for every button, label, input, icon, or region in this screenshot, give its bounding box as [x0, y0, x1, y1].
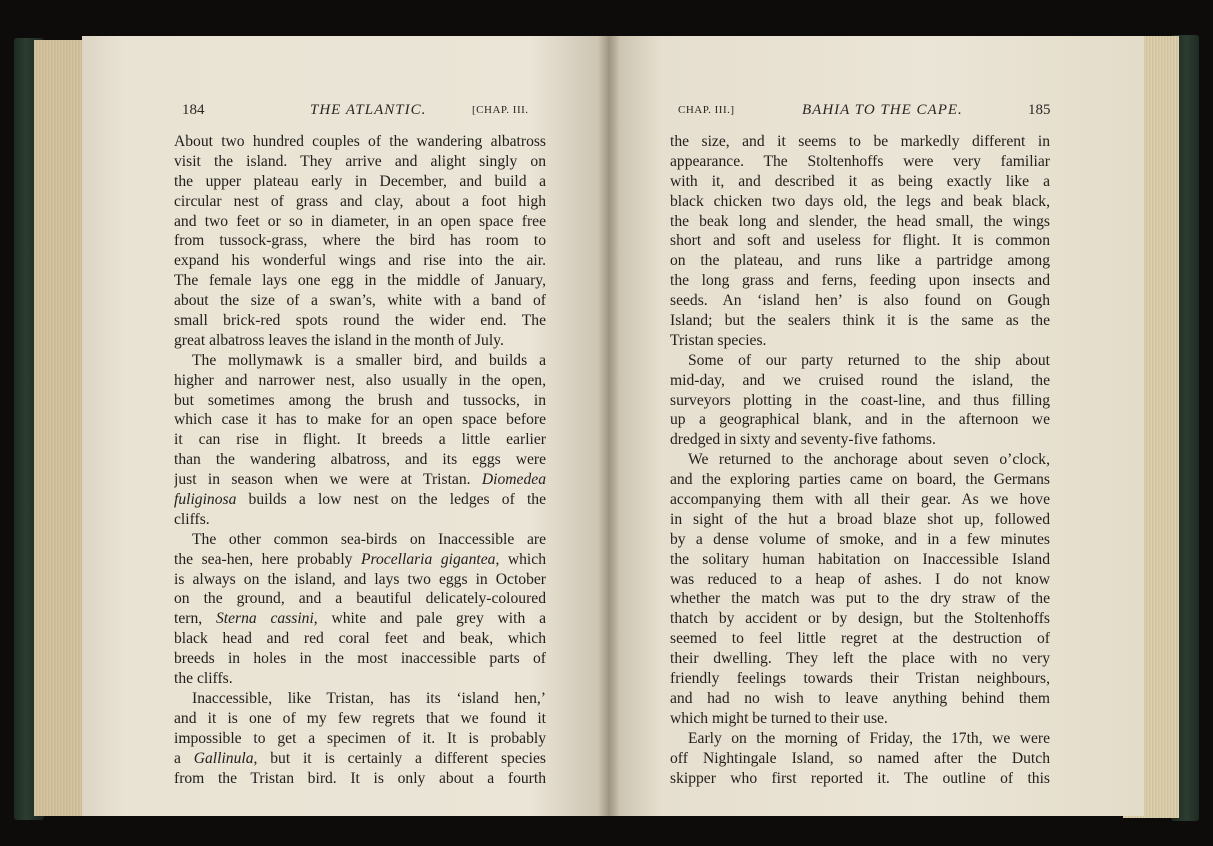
right-running-title: BAHIA TO THE CAPE.: [802, 102, 963, 118]
text-line: [670, 172, 1050, 192]
left-chapter-marker: [CHAP. III.: [472, 104, 529, 116]
line-text: and the exploring parties came on board, the Germans: [670, 471, 1050, 489]
line-text: The mollymawk is a smaller bird, and builds a: [192, 351, 546, 369]
text-line: [174, 172, 546, 192]
line-text: with it, and described it as being exactly like a: [670, 172, 1050, 190]
text-line: [174, 749, 546, 769]
text-line: [670, 629, 1050, 649]
line-text: dredged in sixty and seventy-five fathoms.: [670, 431, 936, 449]
left-page-header: [182, 102, 542, 128]
line-text: which case it has to make for an open space before: [174, 411, 546, 429]
text-line: [174, 132, 546, 152]
line-text: About two hundred couples of the wandering albatross: [174, 133, 546, 150]
line-text: builds a low nest on the ledges of the: [236, 491, 546, 509]
text-line: [174, 689, 546, 709]
text-line: [174, 570, 546, 590]
text-line: [174, 470, 546, 490]
text-line: [174, 251, 546, 271]
line-text: the size, and it seems to be markedly different in: [670, 133, 1050, 150]
text-line: [174, 769, 546, 789]
text-line: [174, 331, 546, 351]
line-text: short and soft and useless for flight. It is common: [670, 232, 1050, 250]
text-line: [670, 251, 1050, 271]
text-line: [174, 351, 546, 371]
line-text: seeds. An ‘island hen’ is also found on Gough: [670, 292, 1050, 310]
text-line: [670, 490, 1050, 510]
line-text: The female lays one egg in the middle of January,: [174, 272, 546, 290]
book-gutter: [598, 36, 620, 816]
italic-text: Diomedea: [481, 471, 546, 489]
text-line: [174, 231, 546, 251]
text-line: [670, 410, 1050, 430]
italic-text: Procellaria gigantea: [361, 550, 496, 568]
line-text: but sometimes among the brush and tussocks, in: [174, 391, 546, 409]
line-text: whether the match was put to the dry straw of the: [670, 590, 1050, 608]
left-running-title: THE ATLANTIC.: [310, 102, 427, 118]
line-text: impossible to get a specimen of it. It is probably: [174, 729, 546, 747]
text-line: [670, 311, 1050, 331]
line-text: the upper plateau early in December, and build a: [174, 172, 546, 190]
text-line: [670, 570, 1050, 590]
line-text: circular nest of grass and clay, about a foot high: [174, 192, 546, 210]
text-line: [670, 212, 1050, 232]
text-line: [670, 530, 1050, 550]
text-line: [174, 649, 546, 669]
line-text: , white and pale grey with a: [313, 610, 546, 628]
text-line: [670, 550, 1050, 570]
line-text: Inaccessible, like Tristan, has its ‘island hen,’: [192, 689, 546, 707]
line-text: tern,: [174, 610, 216, 628]
line-text: breeds in holes in the most inaccessible parts of: [174, 650, 546, 668]
text-line: [670, 371, 1050, 391]
text-line: [174, 629, 546, 649]
text-line: [174, 510, 546, 530]
text-line: [670, 152, 1050, 172]
line-text: Some of our party returned to the ship about: [688, 351, 1050, 369]
text-line: [174, 371, 546, 391]
text-line: [670, 510, 1050, 530]
line-text: visit the island. They arrive and alight singly on: [174, 152, 546, 170]
text-line: [174, 291, 546, 311]
line-text: cliffs.: [174, 510, 210, 528]
line-text: great albatross leaves the island in the month of July.: [174, 331, 504, 349]
right-page-header: [678, 102, 1058, 128]
line-text: seemed to feel little regret at the destruction of: [670, 630, 1050, 648]
text-line: [670, 689, 1050, 709]
line-text: higher and narrower nest, also usually in the open,: [174, 371, 546, 389]
left-page-number: 184: [182, 102, 205, 118]
line-text: The other common sea-birds on Inaccessible are: [192, 530, 546, 548]
text-line: [670, 609, 1050, 629]
line-text: their dwelling. They left the place with no very: [670, 650, 1050, 668]
line-text: and had no wish to leave anything behind them: [670, 689, 1050, 707]
line-text: and it is one of my few regrets that we found it: [174, 709, 546, 727]
text-line: [174, 530, 546, 550]
line-text: friendly feelings towards their Tristan neighbours,: [670, 670, 1050, 688]
line-text: about the size of a swan’s, white with a band of: [174, 292, 546, 310]
text-line: [174, 212, 546, 232]
italic-text: fuliginosa: [174, 491, 237, 509]
right-page-body: [670, 132, 1050, 788]
text-line: [670, 192, 1050, 212]
line-text: on the plateau, and runs like a partridge among: [670, 252, 1050, 270]
line-text: small brick-red spots round the wider end. The: [174, 312, 546, 330]
text-line: [670, 231, 1050, 251]
line-text: on the ground, and a beautiful delicately-coloured: [174, 590, 546, 608]
line-text: off Nightingale Island, so named after the Dutch: [670, 749, 1050, 767]
text-line: [670, 749, 1050, 769]
text-line: [670, 391, 1050, 411]
line-text: expand his wonderful wings and rise into the air.: [174, 252, 546, 270]
line-text: appearance. The Stoltenhoffs were very familiar: [670, 152, 1050, 170]
text-line: [670, 430, 1050, 450]
text-line: [670, 291, 1050, 311]
text-line: [174, 152, 546, 172]
text-line: [670, 351, 1050, 371]
text-line: [670, 271, 1050, 291]
line-text: accompanying them with all their gear. As we hove: [670, 491, 1050, 509]
line-text: Island; but the sealers think it is the same as the: [670, 312, 1050, 330]
text-line: [174, 430, 546, 450]
text-line: [174, 410, 546, 430]
right-chapter-marker: CHAP. III.]: [678, 104, 735, 116]
text-line: [174, 609, 546, 629]
line-text: black chicken two days old, the legs and beak black,: [670, 192, 1050, 210]
line-text: by a dense volume of smoke, and in a few minutes: [670, 530, 1050, 548]
line-text: black head and red coral feet and beak, which: [174, 630, 546, 648]
left-page: [82, 36, 608, 816]
line-text: from tussock-grass, where the bird has room to: [174, 232, 546, 250]
line-text: is always on the island, and lays two eggs in October: [174, 570, 546, 588]
text-line: [670, 589, 1050, 609]
line-text: the solitary human habitation on Inaccessible Island: [670, 550, 1050, 568]
line-text: surveyors plotting in the coast-line, and thus filling: [670, 391, 1050, 409]
line-text: was reduced to a heap of ashes. I do not know: [670, 570, 1050, 588]
text-line: [670, 769, 1050, 789]
italic-text: Sterna cassini: [215, 610, 314, 628]
text-line: [174, 271, 546, 291]
text-line: [670, 669, 1050, 689]
line-text: thatch by accident or by design, but the Stoltenhoffs: [670, 610, 1050, 628]
line-text: the long grass and ferns, feeding upon insects and: [670, 272, 1050, 290]
line-text: the beak long and slender, the head small, the wings: [670, 212, 1050, 230]
line-text: the sea-hen, here probably: [174, 550, 361, 568]
text-line: [174, 669, 546, 689]
text-line: [174, 311, 546, 331]
line-text: the cliffs.: [174, 670, 233, 688]
line-text: in sight of the hut a broad blaze shot up, followed: [670, 510, 1050, 528]
text-line: [174, 589, 546, 609]
line-text: We returned to the anchorage about seven o’clock,: [688, 451, 1050, 469]
line-text: it can rise in flight. It breeds a little earlier: [174, 431, 546, 449]
text-line: [670, 709, 1050, 729]
text-line: [670, 132, 1050, 152]
text-line: [174, 450, 546, 470]
line-text: and two feet or so in diameter, in an open space free: [174, 212, 546, 230]
text-line: [174, 709, 546, 729]
line-text: which might be turned to their use.: [670, 709, 888, 727]
italic-text: Gallinula: [193, 749, 254, 767]
text-line: [670, 331, 1050, 351]
line-text: mid-day, and we cruised round the island, the: [670, 371, 1050, 389]
line-text: a: [174, 749, 194, 767]
line-text: skipper who first reported it. The outline of this: [670, 769, 1050, 787]
line-text: from the Tristan bird. It is only about a fourth: [174, 769, 546, 787]
text-line: [174, 550, 546, 570]
text-line: [174, 391, 546, 411]
text-line: [670, 649, 1050, 669]
text-line: [174, 192, 546, 212]
right-page: [608, 36, 1144, 816]
line-text: Tristan species.: [670, 331, 767, 349]
text-line: [174, 490, 546, 510]
text-line: [174, 729, 546, 749]
text-line: [670, 729, 1050, 749]
right-page-number: 185: [1028, 102, 1051, 118]
left-page-body: [174, 132, 546, 788]
line-text: than the wandering albatross, and its eggs were: [174, 451, 546, 469]
line-text: , but it is certainly a different species: [253, 749, 546, 767]
line-text: Early on the morning of Friday, the 17th, we were: [688, 729, 1050, 747]
line-text: up a geographical blank, and in the afternoon we: [670, 411, 1050, 429]
line-text: , which: [495, 550, 546, 568]
text-line: [670, 470, 1050, 490]
text-line: [670, 450, 1050, 470]
line-text: just in season when we were at Tristan.: [174, 471, 471, 489]
